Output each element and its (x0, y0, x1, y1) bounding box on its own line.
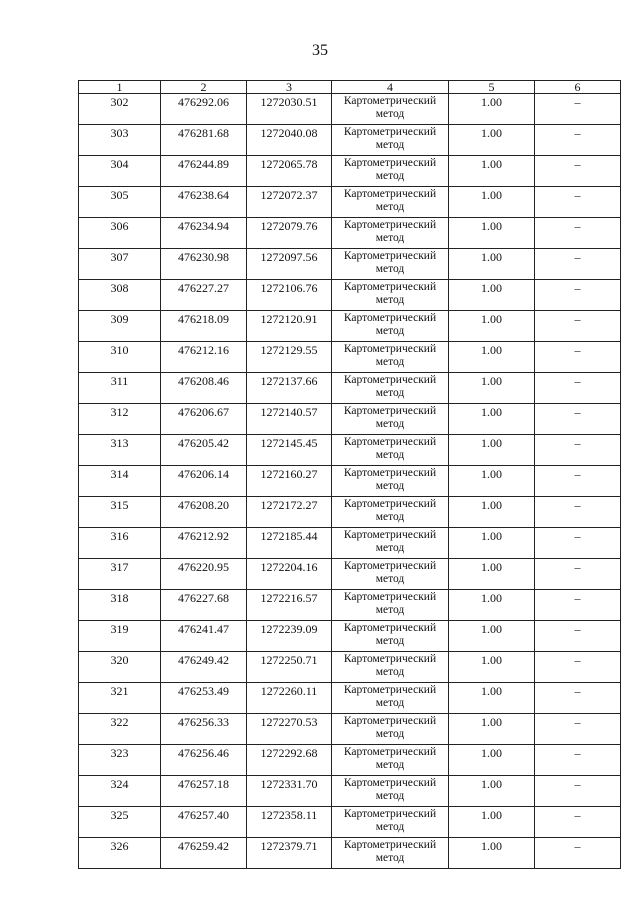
point-number-cell: 313 (79, 435, 161, 466)
table-row (79, 280, 621, 311)
point-number-cell: 324 (79, 776, 161, 807)
y-coordinate-cell: 1272331.70 (247, 776, 332, 807)
table-body (79, 94, 621, 869)
accuracy-cell: 1.00 (449, 156, 535, 187)
point-number-cell: 314 (79, 466, 161, 497)
table-row (79, 621, 621, 652)
method-cell: Картометрический метод (332, 249, 449, 280)
point-number-cell: 310 (79, 342, 161, 373)
note-cell: – (535, 280, 621, 311)
header-cell-1: 1 (79, 81, 161, 94)
table-row (79, 311, 621, 342)
accuracy-cell: 1.00 (449, 404, 535, 435)
x-coordinate-cell: 476256.46 (161, 745, 247, 776)
point-number-cell: 319 (79, 621, 161, 652)
note-cell: – (535, 497, 621, 528)
accuracy-cell: 1.00 (449, 466, 535, 497)
note-cell: – (535, 590, 621, 621)
method-cell: Картометрический метод (332, 342, 449, 373)
point-number-cell: 311 (79, 373, 161, 404)
y-coordinate-cell: 1272106.76 (247, 280, 332, 311)
coordinates-table (78, 80, 621, 869)
point-number-cell: 326 (79, 838, 161, 869)
method-cell: Картометрический метод (332, 373, 449, 404)
method-cell: Картометрический метод (332, 683, 449, 714)
note-cell: – (535, 404, 621, 435)
accuracy-cell: 1.00 (449, 249, 535, 280)
point-number-cell: 308 (79, 280, 161, 311)
table-header (79, 81, 621, 94)
y-coordinate-cell: 1272160.27 (247, 466, 332, 497)
table-row (79, 652, 621, 683)
x-coordinate-cell: 476212.16 (161, 342, 247, 373)
y-coordinate-cell: 1272239.09 (247, 621, 332, 652)
method-cell: Картометрический метод (332, 311, 449, 342)
x-coordinate-cell: 476208.46 (161, 373, 247, 404)
y-coordinate-cell: 1272270.53 (247, 714, 332, 745)
accuracy-cell: 1.00 (449, 94, 535, 125)
accuracy-cell: 1.00 (449, 621, 535, 652)
method-cell: Картометрический метод (332, 218, 449, 249)
note-cell: – (535, 559, 621, 590)
x-coordinate-cell: 476218.09 (161, 311, 247, 342)
y-coordinate-cell: 1272145.45 (247, 435, 332, 466)
x-coordinate-cell: 476206.67 (161, 404, 247, 435)
table-row (79, 156, 621, 187)
y-coordinate-cell: 1272358.11 (247, 807, 332, 838)
header-cell-6: 6 (535, 81, 621, 94)
method-cell: Картометрический метод (332, 714, 449, 745)
table-row (79, 249, 621, 280)
y-coordinate-cell: 1272185.44 (247, 528, 332, 559)
accuracy-cell: 1.00 (449, 218, 535, 249)
method-cell: Картометрический метод (332, 621, 449, 652)
x-coordinate-cell: 476220.95 (161, 559, 247, 590)
method-cell: Картометрический метод (332, 776, 449, 807)
point-number-cell: 306 (79, 218, 161, 249)
note-cell: – (535, 249, 621, 280)
method-cell: Картометрический метод (332, 280, 449, 311)
y-coordinate-cell: 1272129.55 (247, 342, 332, 373)
y-coordinate-cell: 1272216.57 (247, 590, 332, 621)
x-coordinate-cell: 476227.68 (161, 590, 247, 621)
method-cell: Картометрический метод (332, 156, 449, 187)
accuracy-cell: 1.00 (449, 559, 535, 590)
point-number-cell: 317 (79, 559, 161, 590)
x-coordinate-cell: 476241.47 (161, 621, 247, 652)
accuracy-cell: 1.00 (449, 187, 535, 218)
x-coordinate-cell: 476257.18 (161, 776, 247, 807)
y-coordinate-cell: 1272379.71 (247, 838, 332, 869)
note-cell: – (535, 156, 621, 187)
accuracy-cell: 1.00 (449, 528, 535, 559)
table-row (79, 528, 621, 559)
method-cell: Картометрический метод (332, 435, 449, 466)
point-number-cell: 304 (79, 156, 161, 187)
note-cell: – (535, 714, 621, 745)
table-row (79, 714, 621, 745)
y-coordinate-cell: 1272030.51 (247, 94, 332, 125)
method-cell: Картометрический метод (332, 838, 449, 869)
header-cell-2: 2 (161, 81, 247, 94)
accuracy-cell: 1.00 (449, 590, 535, 621)
y-coordinate-cell: 1272079.76 (247, 218, 332, 249)
method-cell: Картометрический метод (332, 466, 449, 497)
point-number-cell: 316 (79, 528, 161, 559)
table-row (79, 218, 621, 249)
table-row (79, 559, 621, 590)
note-cell: – (535, 94, 621, 125)
method-cell: Картометрический метод (332, 590, 449, 621)
table-row (79, 776, 621, 807)
method-cell: Картометрический метод (332, 94, 449, 125)
y-coordinate-cell: 1272137.66 (247, 373, 332, 404)
method-cell: Картометрический метод (332, 745, 449, 776)
point-number-cell: 320 (79, 652, 161, 683)
accuracy-cell: 1.00 (449, 807, 535, 838)
y-coordinate-cell: 1272040.08 (247, 125, 332, 156)
note-cell: – (535, 466, 621, 497)
y-coordinate-cell: 1272072.37 (247, 187, 332, 218)
point-number-cell: 303 (79, 125, 161, 156)
method-cell: Картометрический метод (332, 497, 449, 528)
x-coordinate-cell: 476238.64 (161, 187, 247, 218)
accuracy-cell: 1.00 (449, 311, 535, 342)
table-row (79, 342, 621, 373)
y-coordinate-cell: 1272172.27 (247, 497, 332, 528)
method-cell: Картометрический метод (332, 652, 449, 683)
header-cell-3: 3 (247, 81, 332, 94)
y-coordinate-cell: 1272120.91 (247, 311, 332, 342)
x-coordinate-cell: 476249.42 (161, 652, 247, 683)
accuracy-cell: 1.00 (449, 714, 535, 745)
header-cell-5: 5 (449, 81, 535, 94)
x-coordinate-cell: 476292.06 (161, 94, 247, 125)
note-cell: – (535, 621, 621, 652)
note-cell: – (535, 683, 621, 714)
x-coordinate-cell: 476208.20 (161, 497, 247, 528)
note-cell: – (535, 187, 621, 218)
point-number-cell: 315 (79, 497, 161, 528)
y-coordinate-cell: 1272250.71 (247, 652, 332, 683)
y-coordinate-cell: 1272204.16 (247, 559, 332, 590)
table-row (79, 683, 621, 714)
note-cell: – (535, 745, 621, 776)
note-cell: – (535, 807, 621, 838)
method-cell: Картометрический метод (332, 125, 449, 156)
note-cell: – (535, 311, 621, 342)
x-coordinate-cell: 476257.40 (161, 807, 247, 838)
y-coordinate-cell: 1272140.57 (247, 404, 332, 435)
table-row (79, 745, 621, 776)
method-cell: Картометрический метод (332, 187, 449, 218)
accuracy-cell: 1.00 (449, 342, 535, 373)
x-coordinate-cell: 476234.94 (161, 218, 247, 249)
table-row (79, 807, 621, 838)
note-cell: – (535, 776, 621, 807)
table-row (79, 838, 621, 869)
point-number-cell: 307 (79, 249, 161, 280)
point-number-cell: 325 (79, 807, 161, 838)
y-coordinate-cell: 1272097.56 (247, 249, 332, 280)
accuracy-cell: 1.00 (449, 435, 535, 466)
y-coordinate-cell: 1272292.68 (247, 745, 332, 776)
page-number: 35 (312, 42, 328, 59)
accuracy-cell: 1.00 (449, 683, 535, 714)
note-cell: – (535, 218, 621, 249)
point-number-cell: 302 (79, 94, 161, 125)
table-row (79, 187, 621, 218)
note-cell: – (535, 528, 621, 559)
y-coordinate-cell: 1272065.78 (247, 156, 332, 187)
y-coordinate-cell: 1272260.11 (247, 683, 332, 714)
method-cell: Картометрический метод (332, 528, 449, 559)
x-coordinate-cell: 476205.42 (161, 435, 247, 466)
x-coordinate-cell: 476230.98 (161, 249, 247, 280)
header-cell-4: 4 (332, 81, 449, 94)
method-cell: Картометрический метод (332, 404, 449, 435)
table-row (79, 94, 621, 125)
accuracy-cell: 1.00 (449, 838, 535, 869)
table-row (79, 435, 621, 466)
x-coordinate-cell: 476212.92 (161, 528, 247, 559)
table-row (79, 373, 621, 404)
table-row (79, 466, 621, 497)
accuracy-cell: 1.00 (449, 776, 535, 807)
method-cell: Картометрический метод (332, 559, 449, 590)
method-cell: Картометрический метод (332, 807, 449, 838)
point-number-cell: 309 (79, 311, 161, 342)
note-cell: – (535, 652, 621, 683)
note-cell: – (535, 373, 621, 404)
header-row (79, 81, 621, 94)
accuracy-cell: 1.00 (449, 652, 535, 683)
point-number-cell: 312 (79, 404, 161, 435)
x-coordinate-cell: 476253.49 (161, 683, 247, 714)
accuracy-cell: 1.00 (449, 125, 535, 156)
table-row (79, 404, 621, 435)
point-number-cell: 305 (79, 187, 161, 218)
accuracy-cell: 1.00 (449, 745, 535, 776)
point-number-cell: 322 (79, 714, 161, 745)
note-cell: – (535, 342, 621, 373)
point-number-cell: 321 (79, 683, 161, 714)
accuracy-cell: 1.00 (449, 497, 535, 528)
x-coordinate-cell: 476281.68 (161, 125, 247, 156)
x-coordinate-cell: 476256.33 (161, 714, 247, 745)
table-row (79, 125, 621, 156)
note-cell: – (535, 125, 621, 156)
point-number-cell: 323 (79, 745, 161, 776)
table-row (79, 497, 621, 528)
note-cell: – (535, 435, 621, 466)
x-coordinate-cell: 476259.42 (161, 838, 247, 869)
accuracy-cell: 1.00 (449, 373, 535, 404)
table-row (79, 590, 621, 621)
note-cell: – (535, 838, 621, 869)
x-coordinate-cell: 476206.14 (161, 466, 247, 497)
point-number-cell: 318 (79, 590, 161, 621)
x-coordinate-cell: 476244.89 (161, 156, 247, 187)
x-coordinate-cell: 476227.27 (161, 280, 247, 311)
accuracy-cell: 1.00 (449, 280, 535, 311)
